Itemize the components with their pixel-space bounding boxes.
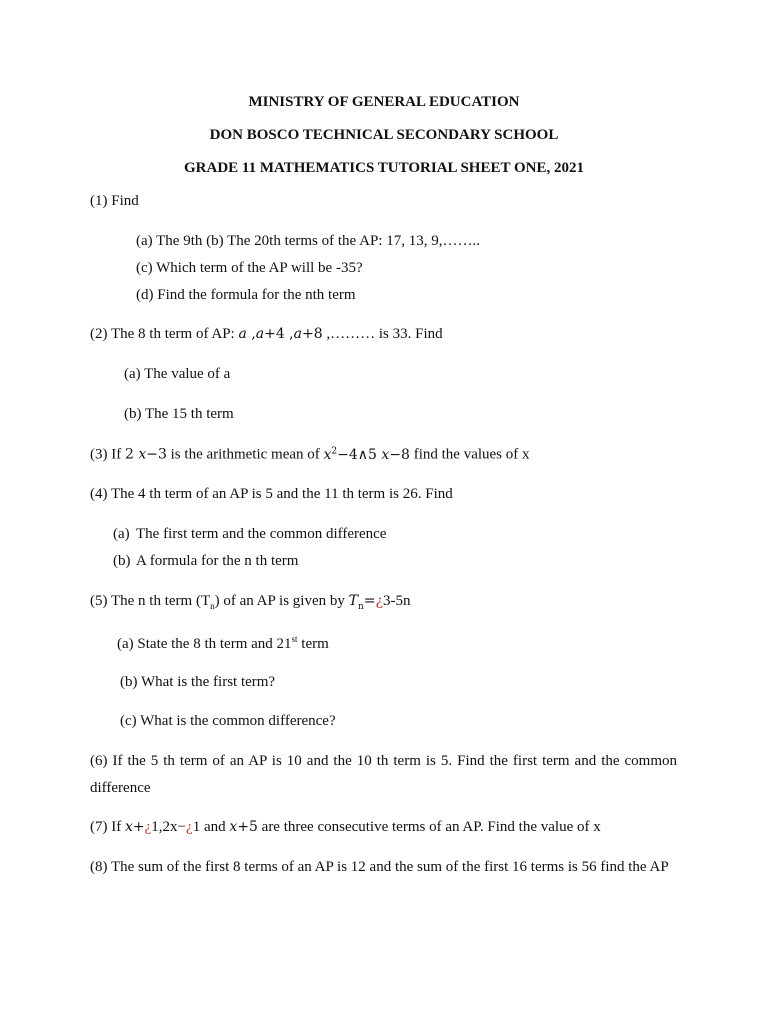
q7-m-err1: ¿ bbox=[144, 819, 152, 835]
q4-part-b-text: A formula for the n th term bbox=[136, 553, 299, 569]
q7-expr1 bbox=[125, 819, 145, 835]
q3-m-minus8: −8 bbox=[389, 446, 410, 463]
q2-seq-a1: a bbox=[238, 326, 247, 342]
q6-line1: (6) If the 5 th term of an AP is 10 and the 10 th term is 5. Find the first term and the common bbox=[90, 753, 677, 769]
q7-m-x2: x bbox=[229, 819, 238, 835]
q2-sequence bbox=[238, 326, 322, 342]
q1-part-d: (d) Find the formula for the nth term bbox=[136, 287, 356, 303]
q2-part-a: (a) The value of a bbox=[124, 366, 231, 382]
q2-seq-sep2: , bbox=[284, 326, 294, 342]
q3-m-exp: 2 bbox=[331, 446, 338, 456]
q5-a-prefix: (a) State the 8 th term and 21 bbox=[117, 636, 292, 652]
q2-part-b: (b) The 15 th term bbox=[124, 406, 234, 422]
q2-seq-plus4: +4 bbox=[264, 326, 285, 342]
q4-part-a-label: (a) bbox=[113, 526, 130, 542]
q3-m-2: 2 bbox=[124, 446, 139, 463]
q5-suffix: 3-5n bbox=[383, 593, 411, 609]
q3-prefix: (3) If bbox=[90, 446, 125, 463]
ministry-heading: MINISTRY OF GENERAL EDUCATION bbox=[248, 94, 520, 110]
q5-sub-n: n bbox=[210, 601, 215, 611]
q7-m-err2: ¿ bbox=[186, 819, 193, 835]
q5-part-b: (b) What is the first term? bbox=[120, 674, 276, 690]
q3-expr2 bbox=[324, 447, 410, 463]
q5-part-a bbox=[117, 634, 329, 653]
q4-stem: (4) The 4 th term of an AP is 5 and the 11 th term is 26. Find bbox=[90, 486, 453, 502]
q7-prefix: (7) If bbox=[90, 819, 125, 835]
q5-mid: ) of an AP is given by bbox=[214, 593, 349, 609]
q3-m-minus3: −3 bbox=[146, 446, 167, 463]
q3-m-x1: x bbox=[138, 446, 147, 463]
q7-m-x1: x bbox=[124, 819, 133, 835]
q5-part-c: (c) What is the common difference? bbox=[120, 713, 336, 729]
q2-stem bbox=[90, 326, 443, 343]
q7-m-plus: + bbox=[132, 819, 145, 835]
q2-seq-plus8: +8 bbox=[302, 326, 323, 342]
q5-expr bbox=[348, 593, 384, 612]
q5-m-eq: = bbox=[363, 593, 376, 609]
q8-stem: (8) The sum of the first 8 terms of an AP is 12 and the sum of the first 16 terms is 56 find the AP bbox=[90, 859, 669, 875]
q3-mid: is the arithmetic mean of bbox=[166, 446, 324, 463]
q7-stem bbox=[90, 819, 601, 836]
q5-prefix: (5) The n th term (T bbox=[90, 593, 211, 609]
q2-seq-sep1: , bbox=[246, 326, 256, 342]
q4-part-b-label: (b) bbox=[113, 553, 131, 569]
q3-stem bbox=[90, 446, 530, 464]
q3-m-x3: x bbox=[381, 446, 390, 463]
q5-m-err: ¿ bbox=[375, 593, 384, 609]
q4-part-a-text: The first term and the common difference bbox=[136, 526, 387, 542]
q3-m-x2: x bbox=[323, 446, 332, 463]
q2-prefix: (2) The 8 th term of AP: bbox=[90, 326, 239, 342]
q5-a-sup: st bbox=[291, 634, 298, 644]
q1-part-a-b: (a) The 9th (b) The 20th terms of the AP: 17, 13, 9,…….. bbox=[136, 233, 480, 249]
q5-a-suffix: term bbox=[297, 636, 329, 652]
q2-seq-a3: a bbox=[293, 326, 302, 342]
q1-stem: (1) Find bbox=[90, 193, 139, 209]
q3-expr1 bbox=[125, 447, 167, 463]
q7-suffix: are three consecutive terms of an AP. Find the value of x bbox=[257, 819, 601, 835]
q6-line2: difference bbox=[90, 780, 151, 796]
q7-expr2 bbox=[229, 819, 258, 835]
school-heading: DON BOSCO TECHNICAL SECONDARY SCHOOL bbox=[209, 127, 559, 143]
q5-stem bbox=[90, 593, 411, 612]
q2-suffix: ,……… is 33. Find bbox=[322, 326, 443, 342]
q5-m-sub: n bbox=[357, 601, 364, 612]
q7-m-plus5: +5 bbox=[237, 819, 258, 835]
q3-suffix: find the values of x bbox=[409, 446, 530, 463]
sheet-title: GRADE 11 MATHEMATICS TUTORIAL SHEET ONE, 2021 bbox=[184, 160, 584, 176]
q5-m-T: T bbox=[348, 593, 358, 609]
q1-part-c: (c) Which term of the AP will be -35? bbox=[136, 260, 363, 276]
q7-mid1: 1,2x− bbox=[151, 819, 187, 835]
q7-mid2: 1 and bbox=[192, 819, 230, 835]
q2-seq-a2: a bbox=[255, 326, 265, 342]
q3-m-rest1: −4∧5 bbox=[337, 446, 382, 463]
